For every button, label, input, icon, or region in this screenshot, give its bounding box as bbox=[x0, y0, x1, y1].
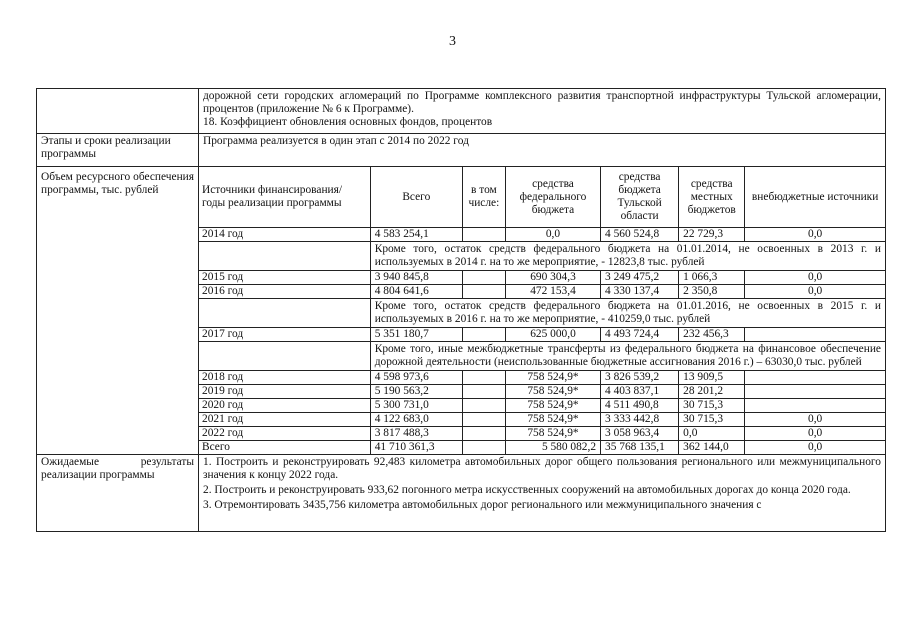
continuation-label-cell bbox=[37, 89, 199, 134]
result-item-3: 3. Отремонтировать 3435,756 километра автомобильных дорог регионального или межмуниципального значения с bbox=[203, 499, 762, 511]
local-cell: 0,0 bbox=[679, 427, 745, 441]
header-federal: средства федерального бюджета bbox=[505, 167, 600, 228]
results-cell bbox=[199, 455, 886, 532]
federal-cell: 758 524,9* bbox=[505, 427, 600, 441]
finance-row-2018 bbox=[199, 371, 885, 385]
incl-cell bbox=[462, 399, 505, 413]
regional-cell: 4 403 837,1 bbox=[601, 385, 679, 399]
total-cell: 3 817 488,3 bbox=[370, 427, 462, 441]
regional-cell: 4 330 137,4 bbox=[601, 285, 679, 299]
regional-cell: 3 333 442,8 bbox=[601, 413, 679, 427]
total-cell: 5 190 563,2 bbox=[370, 385, 462, 399]
total-cell: 3 940 845,8 bbox=[370, 271, 462, 285]
offbudget-cell: 0,0 bbox=[745, 285, 885, 299]
incl-cell bbox=[462, 413, 505, 427]
header-incl: в том числе: bbox=[462, 167, 505, 228]
total-cell: 41 710 361,3 bbox=[370, 441, 462, 455]
federal-cell: 0,0 bbox=[505, 228, 600, 242]
header-regional: средства бюджета Тульской области bbox=[601, 167, 679, 228]
stages-value: Программа реализуется в один этап с 2014 по 2022 год bbox=[199, 134, 886, 167]
note-spacer bbox=[199, 342, 370, 371]
total-cell: 4 583 254,1 bbox=[370, 228, 462, 242]
offbudget-cell bbox=[745, 371, 885, 385]
offbudget-cell: 0,0 bbox=[745, 271, 885, 285]
local-cell: 30 715,3 bbox=[679, 399, 745, 413]
offbudget-cell bbox=[745, 399, 885, 413]
finance-row-2017 bbox=[199, 328, 885, 342]
result-item-1: 1. Построить и реконструировать 92,483 километра автомобильных дорог общего пользования регионального или межмуниципального значения к концу 2022 года. bbox=[203, 456, 881, 481]
finance-header-row bbox=[199, 167, 885, 228]
federal-cell: 472 153,4 bbox=[505, 285, 600, 299]
regional-cell: 4 511 490,8 bbox=[601, 399, 679, 413]
total-cell: 4 804 641,6 bbox=[370, 285, 462, 299]
offbudget-cell: 0,0 bbox=[745, 413, 885, 427]
local-cell: 28 201,2 bbox=[679, 385, 745, 399]
regional-cell: 3 058 963,4 bbox=[601, 427, 679, 441]
note-row-2014 bbox=[199, 242, 885, 271]
continuation-cell bbox=[199, 89, 886, 134]
federal-cell: 690 304,3 bbox=[505, 271, 600, 285]
header-total: Всего bbox=[370, 167, 462, 228]
total-cell: 5 300 731,0 bbox=[370, 399, 462, 413]
regional-cell: 4 493 724,4 bbox=[601, 328, 679, 342]
incl-cell bbox=[462, 328, 505, 342]
note-row-2016 bbox=[199, 299, 885, 328]
offbudget-cell: 0,0 bbox=[745, 427, 885, 441]
volume-row bbox=[37, 167, 886, 455]
federal-cell: 625 000,0 bbox=[505, 328, 600, 342]
year-cell: 2016 год bbox=[199, 285, 370, 299]
finance-row-2019 bbox=[199, 385, 885, 399]
page-number: 3 bbox=[449, 34, 456, 49]
header-local: средства местных бюджетов bbox=[679, 167, 745, 228]
local-cell: 1 066,3 bbox=[679, 271, 745, 285]
local-cell: 30 715,3 bbox=[679, 413, 745, 427]
finance-row-2021 bbox=[199, 413, 885, 427]
incl-cell bbox=[462, 441, 505, 455]
federal-cell: 758 524,9* bbox=[505, 371, 600, 385]
local-cell: 13 909,5 bbox=[679, 371, 745, 385]
federal-cell: 5 580 082,2 bbox=[505, 441, 600, 455]
year-cell: Всего bbox=[199, 441, 370, 455]
note-2016: Кроме того, остаток средств федерального бюджета на 01.01.2016, не освоенных в 2015 г. и используемых в 2016 г. на то же мероприятие, - 410259,0 тыс. рублей bbox=[370, 299, 885, 328]
regional-cell: 3 826 539,2 bbox=[601, 371, 679, 385]
total-cell: 4 122 683,0 bbox=[370, 413, 462, 427]
item-18-text: 18. Коэффициент обновления основных фондов, процентов bbox=[203, 116, 493, 128]
local-cell: 22 729,3 bbox=[679, 228, 745, 242]
year-cell: 2019 год bbox=[199, 385, 370, 399]
incl-cell bbox=[462, 385, 505, 399]
note-spacer bbox=[199, 299, 370, 328]
finance-row-2022 bbox=[199, 427, 885, 441]
local-cell: 2 350,8 bbox=[679, 285, 745, 299]
incl-cell bbox=[462, 228, 505, 242]
note-2017: Кроме того, иные межбюджетные трансферты из федерального бюджета на финансовое обеспечение дорожной деятельности (неиспользованные бюджетные ассигнования 2016 г.) – 63030,0 тыс. рублей bbox=[370, 342, 885, 371]
finance-row-2016 bbox=[199, 285, 885, 299]
continuation-row bbox=[37, 89, 886, 134]
passport-table bbox=[36, 88, 886, 532]
header-offbudget: внебюджетные источники bbox=[745, 167, 885, 228]
total-cell: 4 598 973,6 bbox=[370, 371, 462, 385]
year-cell: 2020 год bbox=[199, 399, 370, 413]
note-row-2017 bbox=[199, 342, 885, 371]
offbudget-cell: 0,0 bbox=[745, 441, 885, 455]
year-cell: 2022 год bbox=[199, 427, 370, 441]
offbudget-cell bbox=[745, 385, 885, 399]
finance-row-2014 bbox=[199, 228, 885, 242]
offbudget-cell: 0,0 bbox=[745, 228, 885, 242]
finance-cell bbox=[199, 167, 886, 455]
note-2014: Кроме того, остаток средств федерального бюджета на 01.01.2014, не освоенных в 2013 г. и используемых в 2014 г. на то же мероприятие, - 12823,8 тыс. рублей bbox=[370, 242, 885, 271]
note-spacer bbox=[199, 242, 370, 271]
regional-cell: 3 249 475,2 bbox=[601, 271, 679, 285]
year-cell: 2015 год bbox=[199, 271, 370, 285]
local-cell: 362 144,0 bbox=[679, 441, 745, 455]
stages-row bbox=[37, 134, 886, 167]
stages-label: Этапы и сроки реализации программы bbox=[37, 134, 199, 167]
result-item-2: 2. Построить и реконструировать 933,62 погонного метра искусственных сооружений на автомобильных дорогах до конца 2020 года. bbox=[203, 484, 851, 496]
results-label: Ожидаемые результаты реализации программы bbox=[37, 455, 199, 532]
finance-row-total bbox=[199, 441, 885, 455]
year-cell: 2021 год bbox=[199, 413, 370, 427]
year-cell: 2014 год bbox=[199, 228, 370, 242]
header-source: Источники финансирования/ годы реализации программы bbox=[199, 167, 370, 228]
volume-label: Объем ресурсного обеспечения программы, тыс. рублей bbox=[37, 167, 199, 455]
incl-cell bbox=[462, 427, 505, 441]
federal-cell: 758 524,9* bbox=[505, 399, 600, 413]
offbudget-cell bbox=[745, 328, 885, 342]
total-cell: 5 351 180,7 bbox=[370, 328, 462, 342]
finance-row-2015 bbox=[199, 271, 885, 285]
continuation-text: дорожной сети городских агломераций по Программе комплексного развития транспортной инфраструктуры Тульской агломерации, процентов (приложение № 6 к Программе). bbox=[203, 90, 881, 115]
federal-cell: 758 524,9* bbox=[505, 413, 600, 427]
finance-row-2020 bbox=[199, 399, 885, 413]
regional-cell: 35 768 135,1 bbox=[601, 441, 679, 455]
incl-cell bbox=[462, 371, 505, 385]
federal-cell: 758 524,9* bbox=[505, 385, 600, 399]
local-cell: 232 456,3 bbox=[679, 328, 745, 342]
finance-table bbox=[199, 167, 885, 454]
incl-cell bbox=[462, 285, 505, 299]
year-cell: 2017 год bbox=[199, 328, 370, 342]
results-row bbox=[37, 455, 886, 532]
regional-cell: 4 560 524,8 bbox=[601, 228, 679, 242]
incl-cell bbox=[462, 271, 505, 285]
year-cell: 2018 год bbox=[199, 371, 370, 385]
